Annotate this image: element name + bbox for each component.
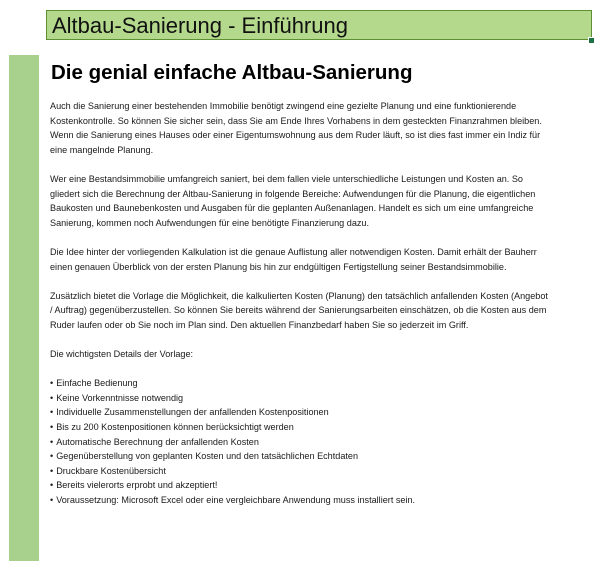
list-item: • Keine Vorkenntnisse notwendig [50,391,550,406]
list-item: • Gegenüberstellung von geplanten Kosten und den tatsächlichen Echtdaten [50,449,550,464]
paragraph-4: Zusätzlich bietet die Vorlage die Möglichkeit, die kalkulierten Kosten (Planung) den tatsächlich anfallenden Kosten (Angebot / Auftrag) gegenüberzustellen. So können Sie bereits während der Sanierungsarbeiten einschätzen, ob die Kosten aus dem Ruder laufen oder ob Sie noch im Plan sind. Den aktuellen Finanzbedarf haben Sie so jederzeit im Griff. [50,290,548,330]
paragraph-3: Die Idee hinter der vorliegenden Kalkulation ist die genaue Auflistung aller notwendigen Kosten. Damit erhält der Bauherr einen genauen Überblick von der ersten Planung bis hin zur endgültigen Fertigstellung seiner Bestandsimmobilie. [50,246,537,272]
list-item: • Einfache Bedienung [50,376,550,391]
list-item: • Bis zu 200 Kostenpositionen können berücksichtigt werden [50,420,550,435]
list-item: • Druckbare Kostenübersicht [50,464,550,479]
list-item: • Automatische Berechnung der anfallenden Kosten [50,435,550,450]
details-intro: Die wichtigsten Details der Vorlage: [50,349,194,360]
side-accent-bar [9,55,39,561]
intro-text [50,99,550,508]
title-cell[interactable] [46,10,592,40]
paragraph-1: Auch die Sanierung einer bestehenden Immobilie benötigt zwingend eine gezielte Planung und eine funktionierende Kostenkontrolle. So können Sie sicher sein, dass Sie am Ende Ihres Vorhabens in dem gesteckten Finanzrahmen bleiben. Wenn die Sanierung eines Hauses oder einer Eigentumswohnung aus dem Ruder läuft, so ist dies fast immer ein Indiz für eine mangelnde Planung. [50,101,542,155]
paragraph-2: Wer eine Bestandsimmobilie umfangreich saniert, bei dem fallen viele unterschiedliche Leistungen und Kosten an. So gliedert sich die Berechnung der Altbau-Sanierung in folgende Bereiche: Aufwendungen für die Planung, die eigentlichen Baukosten und Baunebenkosten und Ausgaben für die geplanten Außenanlagen. Handelt es sich um eine umfangreiche Sanierung, kommen noch Aufwendungen für eine benötigte Finanzierung dazu. [50,173,536,228]
selection-fill-handle[interactable] [588,37,595,44]
feature-list [50,376,550,507]
list-item: • Bereits vielerorts erprobt und akzeptiert! [50,478,550,493]
page-heading: Die genial einfache Altbau-Sanierung [51,61,413,84]
title-cell-text: Altbau-Sanierung - Einführung [52,13,348,38]
list-item: • Voraussetzung: Microsoft Excel oder eine vergleichbare Anwendung muss installiert sein. [50,493,550,508]
list-item: • Individuelle Zusammenstellungen der anfallenden Kostenpositionen [50,405,550,420]
